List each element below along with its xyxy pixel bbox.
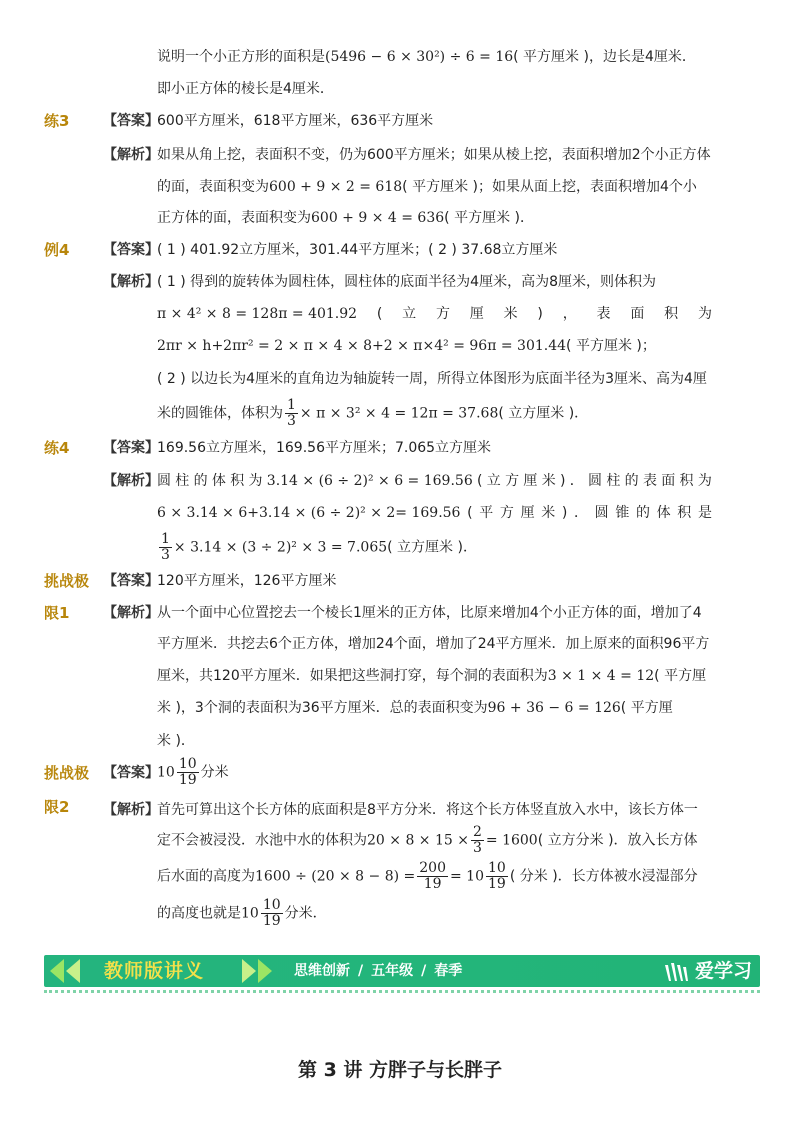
text-line: ( 2 ) 以边长为4厘米的直角边为轴旋转一周，所得立体图形为底面半径为3厘米、高为4厘 (157, 371, 707, 387)
fraction: $\frac{1}{3}$ (161, 531, 170, 563)
fraction: $\frac{2}{3}$ (472, 824, 482, 856)
text-line: 6 × 3.14 × 6+3.14 × (6 ÷ 2)² × 2= 169.56 ( 平 方 厘 米 ) ． 圆 锥 的 体 积 是 (157, 505, 712, 521)
analysis-label: 【解析】 (103, 473, 159, 489)
text-line: 首先可算出这个长方体的底面积是8平方分米．将这个长方体竖直放入水中，该长方体一 (157, 802, 698, 818)
fraction: $\frac{10}{19}$ (262, 897, 281, 929)
text-line: 厘米，共120平方厘米．如果把这些洞打穿，每个洞的表面积为3 × 1 × 4 = 12( 平方厘 (157, 668, 707, 684)
text-line: 平方厘米．共挖去6个正方体，增加24个面，增加了24平方厘米．加上原来的面积96平方 (157, 636, 710, 652)
answer-label: 【答案】 (103, 440, 159, 456)
problem-tag: 练3 (44, 112, 70, 130)
text-line: 后水面的高度为1600 ÷ (20 × 8 − 8) = $\frac{200}{19}$ = 10 $\frac{10}{19}$ ( 分米 )．长方体被水浸湿部分 (157, 860, 698, 892)
answer-text: ( 1 ) 401.92立方厘米，301.44平方厘米；( 2 ) 37.68立方厘米 (157, 242, 558, 258)
text-line: 说明一个小正方形的面积是(5496 − 6 × 30²) ÷ 6 = 16( 平方厘米 )，边长是4厘米． (157, 49, 696, 65)
problem-tag: 挑战极 (44, 764, 90, 782)
answer-label: 【答案】 (103, 113, 159, 129)
brand-logo-icon (663, 961, 689, 983)
problem-tag: 限1 (44, 604, 70, 622)
text-line: 正方体的面，表面积变为600 + 9 × 4 = 636( 平方厘米 )． (157, 210, 534, 226)
text-line: 米 )． (157, 733, 195, 749)
text-line: π × 4² × 8 = 128π = 401.92 ( 立 方 厘 米 ) ， 表 面 积 为 (157, 306, 712, 322)
text-line: 圆 柱 的 体 积 为 3.14 × (6 ÷ 2)² × 6 = 169.56 ( 立 方 厘 米 ) ． 圆 柱 的 表 面 积 为 (157, 473, 712, 489)
answer-text: 10 $\frac{10}{19}$ 分米 (157, 756, 229, 788)
chevron-left-icon (66, 959, 80, 983)
chevron-left-icon (50, 959, 64, 983)
text-line: 的面，表面积变为600 + 9 × 2 = 618( 平方厘米 )；如果从面上挖，表面积增加4个小 (157, 179, 697, 195)
fraction: $\frac{1}{3}$ (287, 397, 296, 429)
analysis-label: 【解析】 (103, 802, 159, 818)
answer-label: 【答案】 (103, 765, 159, 781)
answer-text: 169.56立方厘米，169.56平方厘米；7.065立方厘米 (157, 440, 492, 456)
text-line: 米的圆锥体，体积为 $\frac{1}{3}$ × π × 3² × 4 = 12π = 37.68( 立方厘米 )． (157, 397, 589, 429)
footer-title: 教师版讲义 (104, 960, 205, 982)
text-line: 2πr × h+2πr² = 2 × π × 4 × 8+2 × π×4² = 96π = 301.44( 平方厘米 )； (157, 338, 656, 354)
text-line: $\frac{1}{3}$ × 3.14 × (3 ÷ 2)² × 3 = 7.065( 立方厘米 )． (161, 531, 477, 563)
text-line: 定不会被浸没．水池中水的体积为20 × 8 × 15 × $\frac{2}{3}$ = 1600( 立方分米 )．放入长方体 (157, 824, 698, 856)
answer-label: 【答案】 (103, 573, 159, 589)
fraction: $\frac{200}{19}$ (419, 860, 446, 892)
text-line: 即小正方体的棱长是4厘米． (157, 81, 334, 97)
chevron-right-icon (258, 959, 272, 983)
analysis-label: 【解析】 (103, 605, 159, 621)
footer-banner (44, 955, 760, 987)
text-line: ( 1 ) 得到的旋转体为圆柱体，圆柱体的底面半径为4厘米，高为8厘米，则体积为 (157, 274, 656, 290)
chapter-title: 第 3 讲 方胖子与长胖子 (297, 1059, 503, 1081)
problem-tag: 限2 (44, 798, 70, 816)
problem-tag: 例4 (44, 241, 70, 259)
brand-logo: 爱学习 (663, 959, 752, 983)
text-line: 从一个面中心位置挖去一个棱长1厘米的正方体，比原来增加4个小正方体的面，增加了4 (157, 605, 702, 621)
analysis-label: 【解析】 (103, 274, 159, 290)
text-line: 米 )，3个洞的表面积为36平方厘米．总的表面积变为96 + 36 − 6 = 126( 平方厘 (157, 700, 673, 716)
math-expression: (5496 − 6 × 30²) ÷ 6 = 16 (325, 49, 514, 65)
fraction: $\frac{10}{19}$ (488, 860, 506, 892)
answer-text: 120平方厘米，126平方厘米 (157, 573, 337, 589)
problem-tag: 练4 (44, 439, 70, 457)
chevron-right-icon (242, 959, 256, 983)
fraction: $\frac{10}{19}$ (178, 756, 197, 788)
text-line: 的高度也就是10 $\frac{10}{19}$ 分米． (157, 897, 327, 929)
breadcrumb: 思维创新 / 五年级 / 春季 (294, 963, 463, 979)
text-line: 如果从角上挖，表面积不变，仍为600平方厘米；如果从棱上挖，表面积增加2个小正方体 (157, 147, 711, 163)
answer-text: 600平方厘米，618平方厘米，636平方厘米 (157, 113, 434, 129)
problem-tag: 挑战极 (44, 572, 90, 590)
answer-label: 【答案】 (103, 242, 159, 258)
divider (44, 990, 760, 993)
analysis-label: 【解析】 (103, 147, 159, 163)
